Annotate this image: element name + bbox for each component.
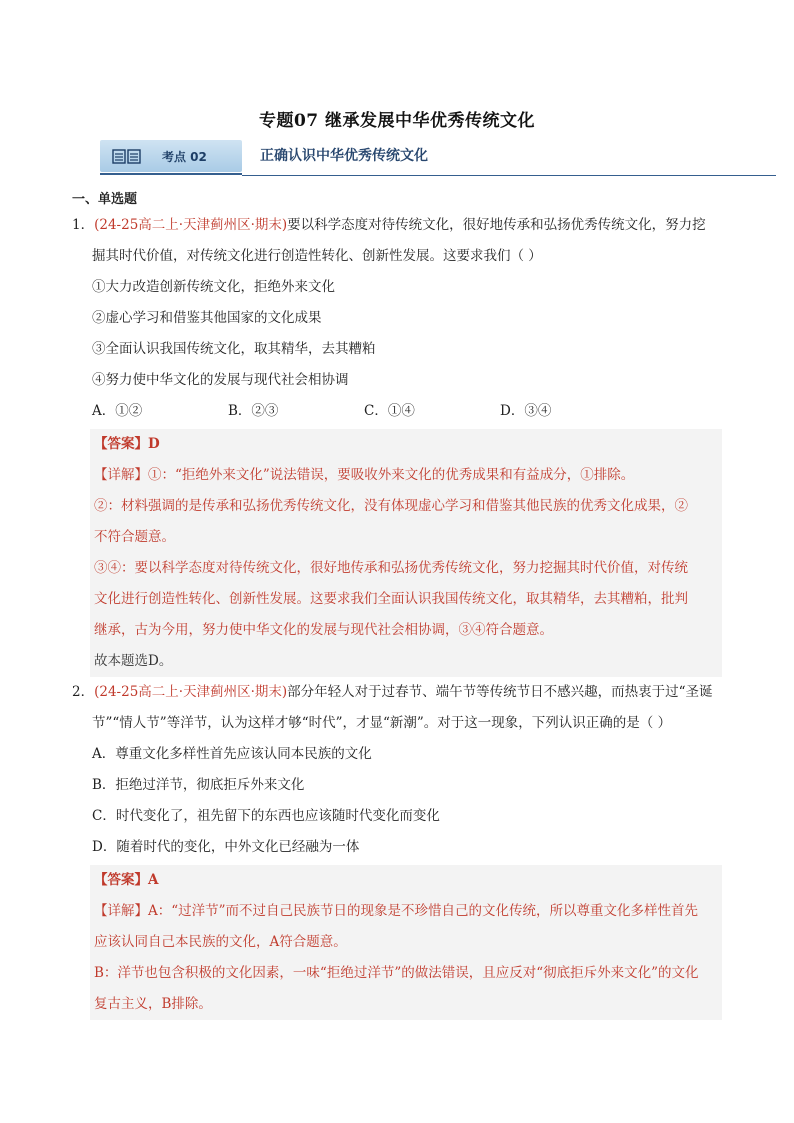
answer-label: 【答案】D [94, 436, 160, 452]
question-source: (24-25高二上·天津蓟州区·期末) [94, 217, 288, 233]
detail-line: 继承，古为今用，努力使中华文化的发展与现代社会相协调，③④符合题意。 [94, 622, 553, 638]
question-number: 1． [72, 217, 95, 233]
stem-line: 节”“情人节”等洋节，认为这样才够“时代”，才显“新潮”。对于这一现象，下列认识正确的是（ ） [92, 715, 672, 731]
question-number: 2． [72, 684, 95, 700]
question-2 [72, 677, 722, 863]
detail-line: 【详解】①：“拒绝外来文化”说法错误，要吸收外来文化的优秀成果和有益成分，①排除。 [94, 467, 635, 483]
topic-tag [100, 140, 242, 172]
choice-b: B．拒绝过洋节，彻底拒斥外来文化 [92, 777, 305, 793]
question-1 [72, 210, 722, 427]
statement-item: ②虚心学习和借鉴其他国家的文化成果 [92, 310, 322, 326]
choice-d: D．随着时代的变化，中外文化已经融为一体 [92, 839, 360, 855]
detail-line: 应该认同自己本民族的文化，A符合题意。 [94, 934, 347, 950]
stem-line: 部分年轻人对于过春节、端午节等传统节日不感兴趣，而热衷于过“圣诞 [287, 684, 713, 700]
tag-underline [100, 173, 242, 175]
tag-label: 考点 02 [162, 150, 207, 164]
choice-c: C．①④ [364, 403, 415, 419]
statement-item: ④努力使中华文化的发展与现代社会相协调 [92, 372, 349, 388]
answer-box-2 [90, 865, 722, 1020]
detail-line: B：洋节也包含积极的文化因素，一味“拒绝过洋节”的做法错误，且应反对“彻底拒斥外来文化”的文化 [94, 965, 699, 981]
document-icon [112, 149, 142, 164]
stem-line: 掘其时代价值，对传统文化进行创造性转化、创新性发展。这要求我们（ ） [92, 248, 542, 264]
detail-line: 复古主义，B排除。 [94, 996, 212, 1012]
detail-line: 文化进行创造性转化、创新性发展。这要求我们全面认识我国传统文化，取其精华，去其糟粕，批判 [94, 591, 688, 607]
choice-row [72, 396, 722, 427]
choice-a: A．①② [92, 403, 143, 419]
statement-item: ①大力改造创新传统文化，拒绝外来文化 [92, 279, 335, 295]
banner-divider [242, 175, 776, 176]
detail-line: ③④：要以科学态度对待传统文化，很好地传承和弘扬优秀传统文化，努力挖掘其时代价值，对传统 [94, 560, 688, 576]
question-source: (24-25高二上·天津蓟州区·期末) [94, 684, 288, 700]
stem-line: 要以科学态度对待传统文化，很好地传承和弘扬优秀传统文化，努力挖 [287, 217, 706, 233]
page-title: 专题07 继承发展中华优秀传统文化 [258, 111, 536, 131]
topic-heading: 正确认识中华优秀传统文化 [260, 148, 428, 164]
statement-item: ③全面认识我国传统文化，取其精华，去其糟粕 [92, 341, 376, 357]
detail-line: 【详解】A：“过洋节”而不过自己民族节日的现象是不珍惜自己的文化传统，所以尊重文化多样性首先 [94, 903, 699, 919]
question-stem [72, 210, 722, 241]
detail-line: 不符合题意。 [94, 529, 175, 545]
answer-box-1 [90, 429, 722, 677]
choice-b: B．②③ [228, 403, 279, 419]
choice-d: D．③④ [500, 403, 552, 419]
question-stem [72, 677, 722, 708]
conclusion-line: 故本题选D。 [94, 653, 173, 669]
detail-line: ②：材料强调的是传承和弘扬优秀传统文化，没有体现虚心学习和借鉴其他民族的优秀文化成果，② [94, 498, 688, 514]
choice-c: C．时代变化了，祖先留下的东西也应该随时代变化而变化 [92, 808, 440, 824]
topic-banner [100, 138, 776, 178]
choice-a: A．尊重文化多样性首先应该认同本民族的文化 [92, 746, 372, 762]
section-heading: 一、单选题 [72, 192, 138, 207]
answer-label: 【答案】A [94, 872, 159, 888]
